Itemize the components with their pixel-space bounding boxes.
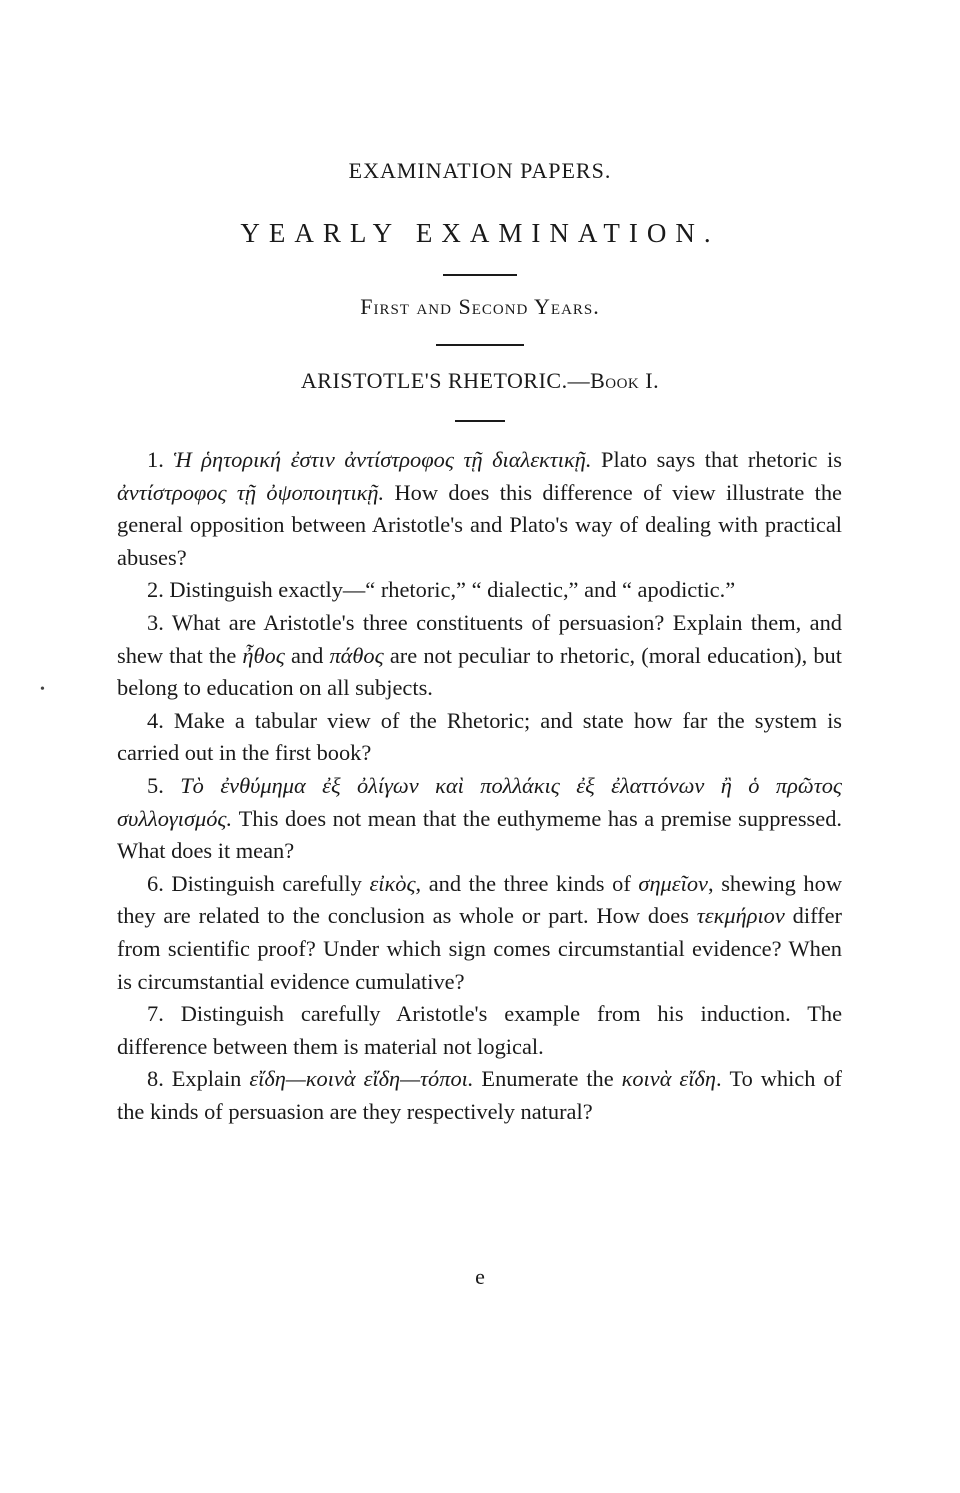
question-text: , shewing how they are related to the conclusion as whole or part. How does — [117, 870, 842, 929]
question-3 — [117, 607, 842, 705]
signature-mark: e — [475, 1264, 485, 1289]
greek-text: Τὸ ἐνθύμημα ἐξ ὀλίγων καὶ πολλάκις ἐξ ἐλαττόνων ἢ ὁ πρῶτος συλλογισμός. — [117, 772, 842, 831]
question-number: 2. — [147, 577, 170, 603]
exam-title: YEARLY EXAMINATION. — [240, 218, 720, 248]
margin-dot: • — [40, 682, 45, 697]
question-number: 4. — [147, 707, 174, 733]
question-text: Plato says that rhetoric is — [591, 447, 842, 472]
question-5 — [117, 770, 842, 868]
subject-main: ARISTOTLE'S RHETORIC.— — [300, 368, 591, 393]
question-text: Distinguish carefully — [171, 870, 370, 896]
question-text: Make a tabular view of the Rhetoric; and state how far the system is carried out in the first book? — [117, 707, 843, 766]
question-text: differ from scientific proof? Under which sign comes circumstantial evidence? When is circumstantial evidence cumulative? — [117, 903, 842, 994]
question-6 — [117, 868, 842, 998]
greek-text: κοινὰ εἴδη — [621, 1066, 716, 1092]
divider-rule-2 — [436, 344, 524, 346]
question-text: Enumerate the — [473, 1066, 622, 1092]
question-number: 8. — [147, 1066, 172, 1092]
question-text: What are Aristotle's three constituents of persuasion? Explain them, and shew that the — [117, 609, 842, 668]
question-7 — [117, 998, 842, 1063]
divider-rule-3 — [455, 420, 505, 422]
greek-text: εἴδη—κοινὰ εἴδη—τόποι. — [249, 1066, 474, 1092]
greek-text: τεκμήριον — [696, 903, 785, 929]
question-8 — [117, 1063, 842, 1128]
greek-text: ἀντίστροφος τῇ ὀψοποιητικῇ. — [117, 479, 385, 505]
question-text: , and the three kinds of — [415, 870, 639, 896]
subject-book: Book I. — [590, 368, 660, 393]
question-text: Explain — [171, 1066, 250, 1092]
question-number: 1. — [147, 447, 174, 472]
question-1 — [117, 444, 842, 574]
greek-text: εἰκὸς — [369, 870, 416, 896]
question-4 — [117, 705, 842, 770]
years-heading: First and Second Years. — [360, 294, 600, 319]
greek-text: σημεῖον — [638, 870, 708, 896]
question-text: This does not mean that the euthymeme has a premise suppressed. What does it mean? — [117, 805, 842, 864]
question-number: 3. — [147, 609, 172, 635]
question-text: and — [284, 642, 330, 668]
running-title: EXAMINATION PAPERS. — [348, 158, 612, 183]
greek-text: πάθος — [329, 642, 384, 668]
divider-rule-1 — [443, 274, 517, 276]
question-2 — [117, 574, 842, 607]
question-text: Distinguish carefully Aristotle's example from his induction. The difference between them is material not logical. — [117, 1001, 843, 1059]
question-number: 5. — [147, 772, 181, 798]
question-list — [117, 444, 842, 1128]
question-text: . To which of the kinds of persuasion are they respectively natural? — [117, 1066, 843, 1124]
greek-text: ἦθος — [242, 642, 285, 668]
greek-text: Ἡ ῥητορική ἐστιν ἀντίστροφος τῇ διαλεκτικῇ. — [173, 447, 592, 472]
question-text: are not peculiar to rhetoric, (moral education), but belong to education on all subjects. — [117, 642, 842, 701]
question-number: 7. — [147, 1001, 181, 1027]
question-number: 6. — [147, 870, 172, 896]
subject-heading — [0, 368, 960, 394]
question-text: How does this difference of view illustrate the general opposition between Aristotle's and Plato's way of dealing with practical abuses? — [117, 479, 842, 570]
question-text: Distinguish exactly—“ rhetoric,” “ dialectic,” and “ apodictic.” — [169, 577, 736, 603]
